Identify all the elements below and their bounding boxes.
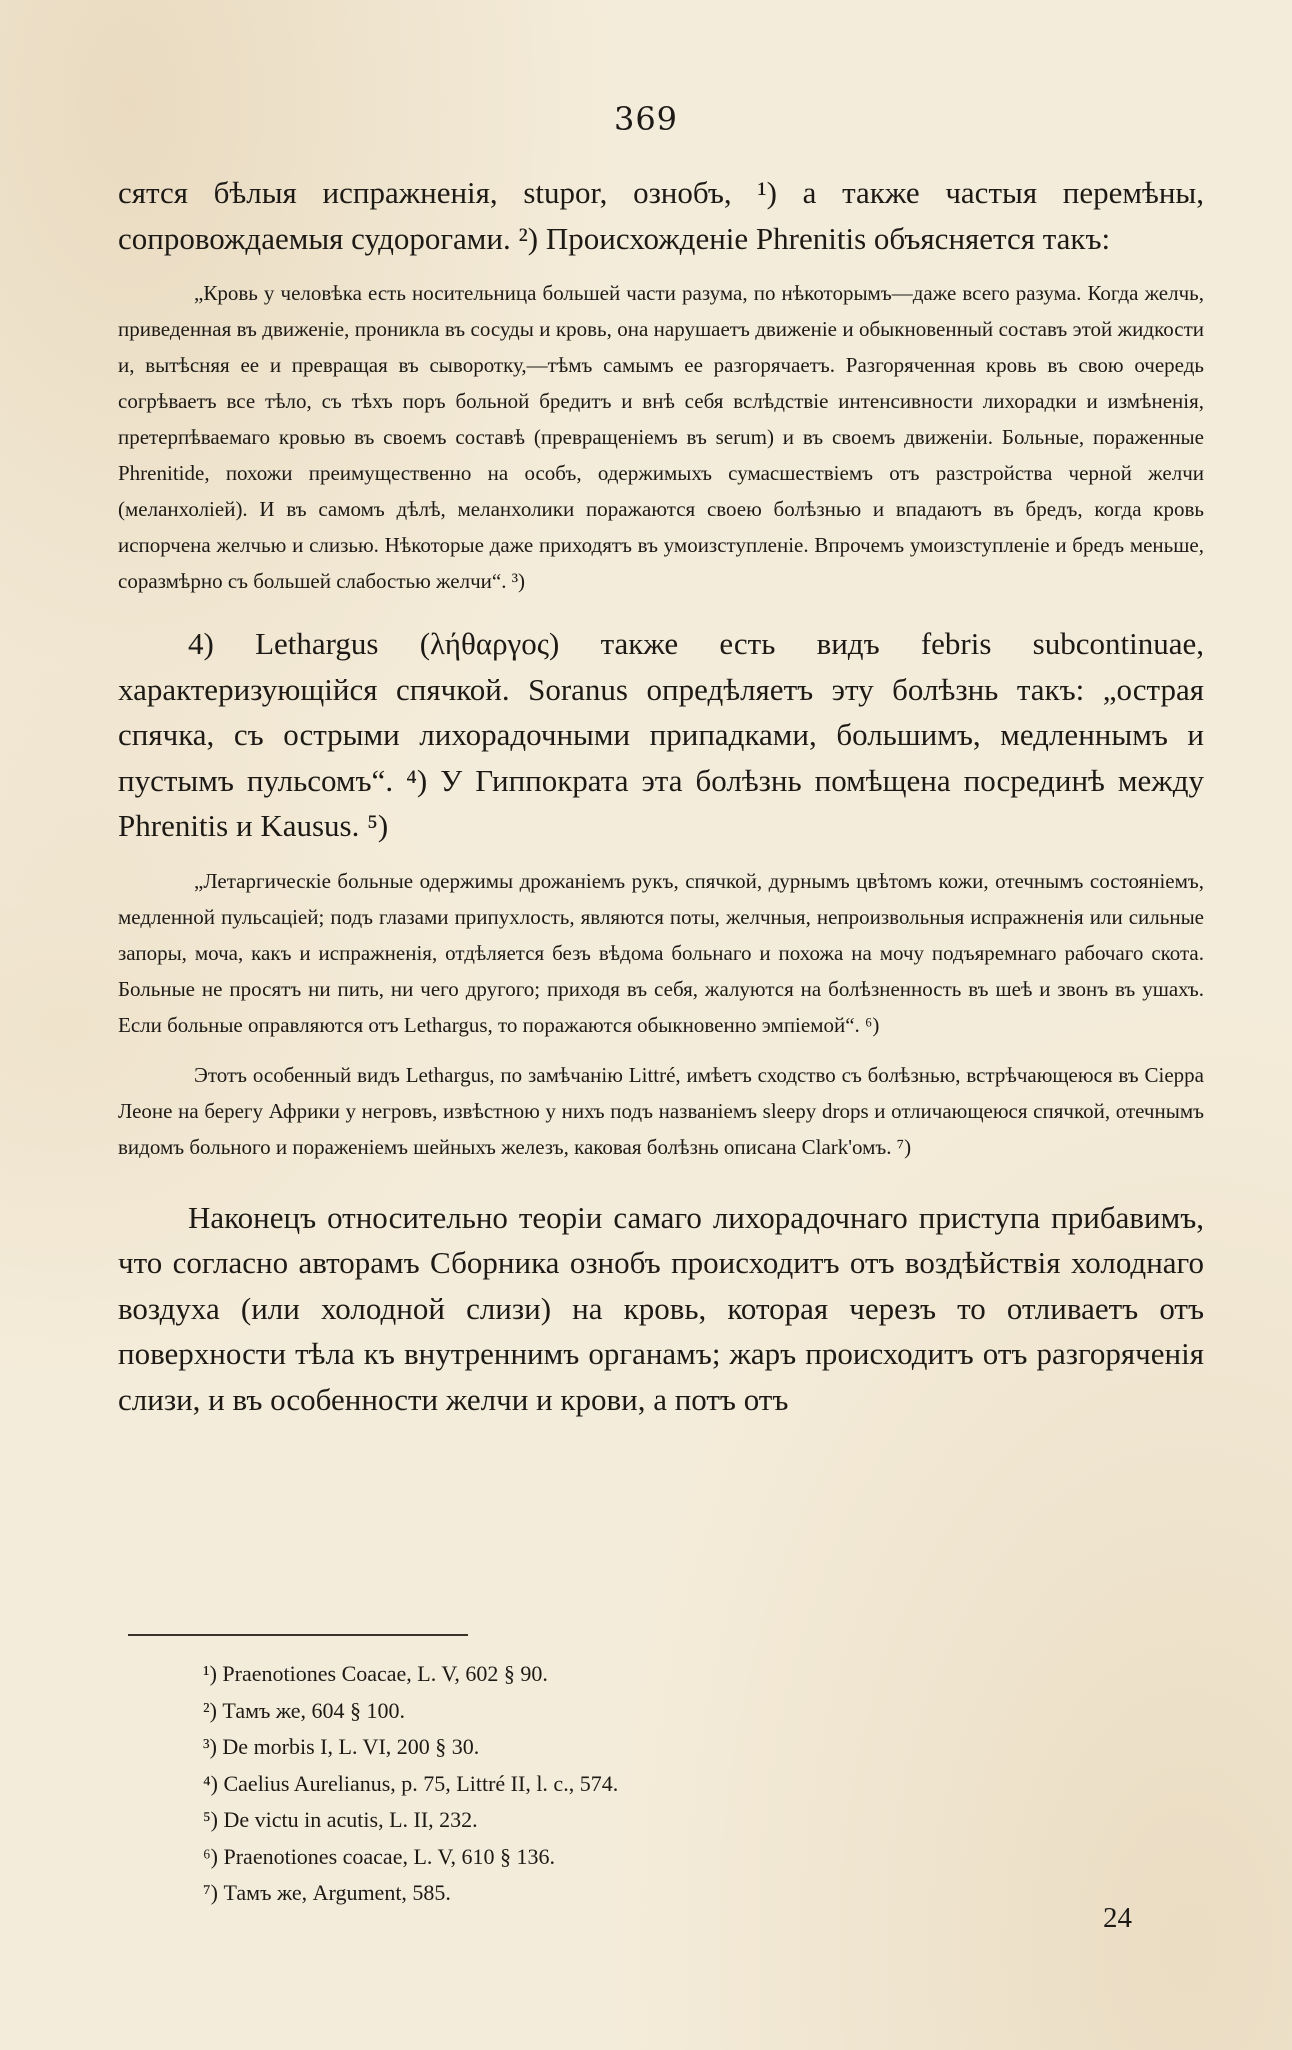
paragraph-lethargus: 4) Lethargus (λήθαργος) также есть видъ febris subcontinuae, характеризующійся спячкой. Soranus опредѣляетъ эту болѣзнь такъ: „острая спячка, съ острыми лихорадочными припадками, большимъ, медленнымъ и пустымъ пульсомъ“. ⁴) У Гиппократа эта болѣзнь помѣщена посрединѣ между Phrenitis и Kausus. ⁵) bbox=[118, 626, 1204, 843]
footnote-3: ³) De morbis I, L. VI, 200 § 30. bbox=[203, 1734, 480, 1759]
footnotes bbox=[118, 1634, 1204, 1912]
quote-lethargus-symptoms: „Летаргическіе больные одержимы дрожаніемъ рукъ, спячкой, дурнымъ цвѣтомъ кожи, отечнымъ состояніемъ, медленной пульсаціей; подъ глазами припухлость, являются поты, желчныя, непроизвольныя испражненія или сильные запоры, моча, какъ и испражненія, отдѣляется безъ вѣдома больнаго и похожа на мочу подъяремнаго рабочаго скота. Больные не просятъ ни пить, ни чего другого; приходя въ себя, жалуются на болѣзненность въ шеѣ и звонъ въ ушахъ. Если больные оправляются отъ Lethargus, то поражаются обыкновенно эмпіемой“. ⁶) bbox=[118, 868, 1204, 1037]
footnote-6: ⁶) Praenotiones coacae, L. V, 610 § 136. bbox=[203, 1843, 556, 1869]
signature-mark: 24 bbox=[1103, 1902, 1132, 1934]
footnote-7: ⁷) Тамъ же, Argument, 585. bbox=[203, 1880, 451, 1905]
footnote-5: ⁵) De victu in acutis, L. II, 232. bbox=[203, 1807, 478, 1832]
paragraph-fever-theory: Наконецъ относительно теоріи самаго лихорадочнаго приступа прибавимъ, что согласно авторамъ Сборника ознобъ происходитъ отъ воздѣйствія холоднаго воздуха (или холодной слизи) на кровь, которая черезъ то отливаетъ отъ поверхности тѣла къ внутреннимъ органамъ; жаръ происходитъ отъ разгоряченія слизи, и въ особенности желчи и крови, а потъ отъ bbox=[118, 1199, 1204, 1417]
footnote-1: ¹) Praenotiones Coacae, L. V, 602 § 90. bbox=[203, 1661, 548, 1686]
quote-phrenitis-origin: „Кровь у человѣка есть носительница большей части разума, по нѣкоторымъ—даже всего разума. Когда желчь, приведенная въ движеніе, проникла въ сосуды и кровь, она нарушаетъ движеніе и обыкновенный составъ этой жидкости и, вытѣсняя ее и превращая въ сыворотку,—тѣмъ самымъ ее разгорячаетъ. Разгоряченная кровь въ свою очередь согрѣваетъ все тѣло, съ тѣхъ поръ больной бредитъ и внѣ себя вслѣдствіе интенсивности лихорадки и измѣненія, претерпѣваемаго кровью въ своемъ составѣ (превращеніемъ въ serum) и въ своемъ движеніи. Больные, пораженные Phrenitide, похожи преимущественно на особъ, одержимыхъ сумасшествіемъ отъ разстройства черной желчи (меланхоліей). И въ самомъ дѣлѣ, меланхолики поражаются своею болѣзнью и впадаютъ въ бредъ, когда кровь испорчена желчью и слизью. Нѣкоторые даже приходятъ въ умоизступленіе. Впрочемъ умоизступленіе и бредъ меньше, соразмѣрно съ большей слабостью желчи“. ³) bbox=[118, 281, 1204, 593]
page-number: 369 bbox=[613, 100, 679, 138]
footnote-2: ²) Тамъ же, 604 § 100. bbox=[203, 1697, 406, 1723]
paragraph-littre-note: Этотъ особенный видъ Lethargus, по замѣчанію Littré, имѣетъ сходство съ болѣзнью, встрѣчающеюся въ Сіерра Леоне на берегу Африки у негровъ, извѣстною у нихъ подъ названіемъ sleepy drops и отличающеюся спячкой, отечнымъ видомъ больного и пораженіемъ шейныхъ железъ, каковая болѣзнь описана Clark'омъ. ⁷) bbox=[118, 1062, 1204, 1159]
footnote-4: ⁴) Caelius Aurelianus, p. 75, Littré II, l. c., 574. bbox=[203, 1770, 619, 1796]
paragraph-continuation: сятся бѣлыя испражненія, stupor, ознобъ, ¹) а также частыя перемѣны, сопровождаемыя судорогами. ²) Происхожденіе Phrenitis объясняется такъ: bbox=[118, 175, 1204, 256]
body-text bbox=[118, 170, 1204, 1422]
footnote-rule bbox=[128, 1634, 468, 1636]
